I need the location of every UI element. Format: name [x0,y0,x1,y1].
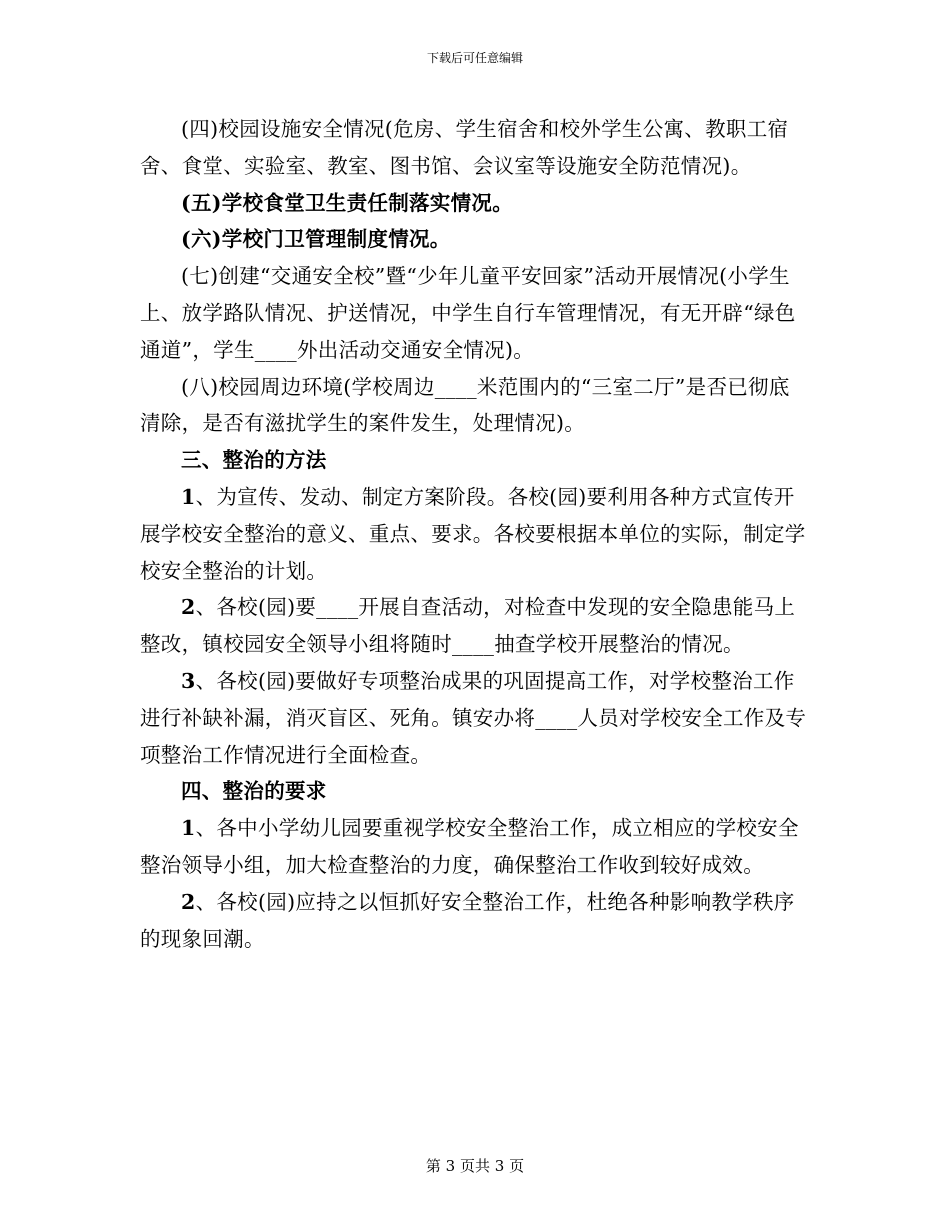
paragraph-lead: 2 [181,889,196,914]
page-number: 第 3 页共 3 页 [425,1157,525,1175]
paragraph-text: 三、整治的方法 [181,448,327,473]
paragraph-text: 、为宣传、发动、制定方案阶段。各校(园)要利用各种方式宣传开展学校安全整治的意义、重点、要求。各校要根据本单位的实际，制定学校安全整治的计划。 [140,484,806,583]
paragraph-lead: 1 [181,484,196,509]
paragraph-traffic-safety [140,258,810,368]
paragraph-method-1 [140,479,810,589]
paragraph-campus-facilities [140,111,810,185]
paragraph-lead: 3 [181,668,196,693]
section-heading-methods [140,442,810,479]
paragraph-requirement-1 [140,810,810,884]
paragraph-text: 、各校(园)要____开展自查活动，对检查中发现的安全隐患能马上整改，镇校园安全领导小组将随时____抽查学校开展整治的情况。 [140,595,796,657]
paragraph-text: (八)校园周边环境(学校周边____米范围内的“三室二厅”是否已彻底清除，是否有滋扰学生的案件发生，处理情况)。 [140,374,790,436]
paragraph-lead: 2 [181,595,196,620]
page-header: 下载后可任意编辑 [426,51,523,65]
paragraph-text: 、各中小学幼儿园要重视学校安全整治工作，成立相应的学校安全整治领导小组，加大检查整治的力度，确保整治工作收到较好成效。 [140,816,799,877]
paragraph-gate-management [140,221,810,258]
paragraph-canteen-hygiene [140,185,810,222]
paragraph-method-3 [140,663,810,773]
paragraph-surroundings [140,369,810,443]
paragraph-text: 、各校(园)要做好专项整治成果的巩固提高工作，对学校整治工作进行补缺补漏，消灭盲区、死角。镇安办将____人员对学校安全工作及专项整治工作情况进行全面检查。 [140,668,807,767]
section-heading-requirements [140,773,810,810]
paragraph-text: (六)学校门卫管理制度情况。 [181,227,451,252]
document-body [140,111,810,957]
paragraph-text: (七)创建“交通安全校”暨“少年儿童平安回家”活动开展情况(小学生上、放学路队情况、护送情况，中学生自行车管理情况，有无开辟“绿色通道”，学生____外出活动交通安全情况)。 [140,264,796,362]
paragraph-text: 、各校(园)应持之以恒抓好安全整治工作，杜绝各种影响教学秩序的现象回潮。 [140,889,795,951]
paragraph-text: (五)学校食堂卫生责任制落实情况。 [181,190,513,215]
paragraph-text: 四、整治的要求 [181,779,327,804]
paragraph-lead: 1 [181,816,196,841]
paragraph-requirement-2 [140,884,810,958]
paragraph-method-2 [140,589,810,663]
paragraph-text: (四)校园设施安全情况(危房、学生宿舍和校外学生公寓、教职工宿舍、食堂、实验室、教室、图书馆、会议室等设施安全防范情况)。 [140,117,789,178]
